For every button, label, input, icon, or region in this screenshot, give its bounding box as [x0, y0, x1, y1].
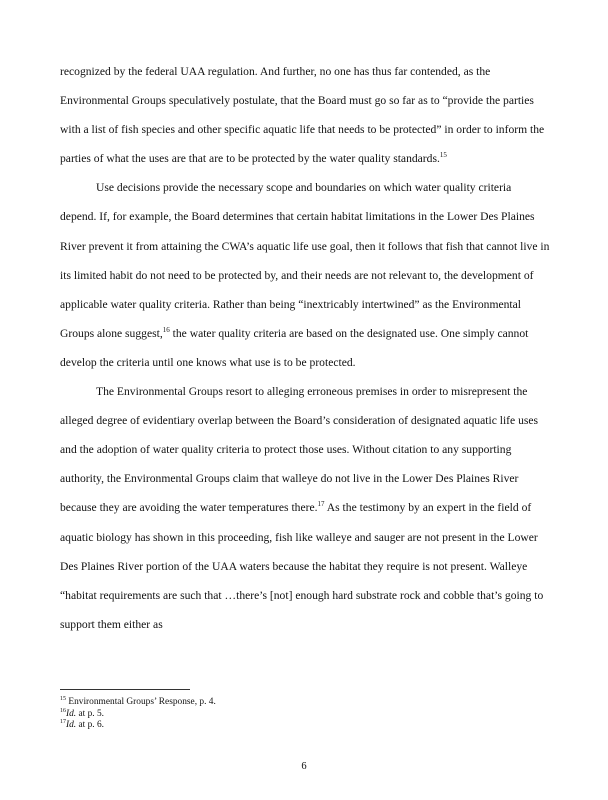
- paragraph-text: recognized by the federal UAA regulation. And further, no one has thus far contended, as the Environmental Groups speculatively postulate, that the Board must go so far as to “provide the parties with a list of fish species and other specific aquatic life that needs to be protected” in order to inform the parties of what the uses are that are to be protected by the water quality standards.: [60, 65, 545, 166]
- paragraph-text: the water quality criteria are based on the designated use. One simply cannot develop the criteria until one knows what use is to be protected.: [60, 326, 529, 369]
- paragraph-3: [60, 377, 550, 639]
- footnote-divider: [60, 689, 190, 690]
- page-number: 6: [301, 761, 307, 772]
- paragraph-text: Use decisions provide the necessary scope and boundaries on which water quality criteria depend. If, for example, the Board determines that certain habitat limitations in the Lower Des Plaines River prevent it from attaining the CWA’s aquatic life use goal, then it follows that fish that cannot live in its limited habit do not need to be protected by, and their needs are not relevant to, the development of applicable water quality criteria. Rather than being “inextricably intertwined” as the Environmental Groups alone suggest,: [60, 181, 550, 340]
- footnote-16: [60, 709, 550, 721]
- paragraph-1: [60, 57, 550, 173]
- footnote-reference: 15: [439, 151, 447, 160]
- paragraph-text: As the testimony by an expert in the field of aquatic biology has shown in this proceeding, fish like walleye and sauger are not present in the Lower Des Plaines River portion of the UAA waters because the habitat they require is not present. Walleye “habitat requirements are such that …there’s [not] enough hard substrate rock and cobble that’s going to support them either as: [60, 501, 544, 631]
- footnote-17: [60, 720, 550, 732]
- footnote-number: 16: [60, 707, 66, 714]
- footnote-number: 15: [60, 695, 66, 702]
- footnote-15: [60, 697, 550, 709]
- footnote-number: 17: [60, 718, 66, 725]
- footnote-reference: 17: [317, 500, 325, 509]
- footnote-text: at p. 5.: [76, 708, 105, 719]
- paragraph-text: The Environmental Groups resort to alleging erroneous premises in order to misrepresent the alleged degree of evidentiary overlap between the Board’s consideration of designated aquatic life uses and the adoption of water quality criteria to protect those uses. Without citation to any supporting authority, the Environmental Groups claim that walleye do not live in the Lower Des Plaines River because they are avoiding the water temperatures there.: [60, 385, 539, 515]
- paragraph-2: [60, 173, 550, 377]
- footnotes: [60, 697, 550, 732]
- footnote-text: at p. 6.: [76, 720, 105, 730]
- footnote-text: Environmental Groups’ Response, p. 4.: [66, 697, 216, 707]
- body-text: [60, 57, 550, 639]
- footnote-reference: 16: [162, 325, 170, 334]
- footnote-citation: Id.: [66, 708, 77, 719]
- footnote-citation: Id.: [66, 720, 77, 730]
